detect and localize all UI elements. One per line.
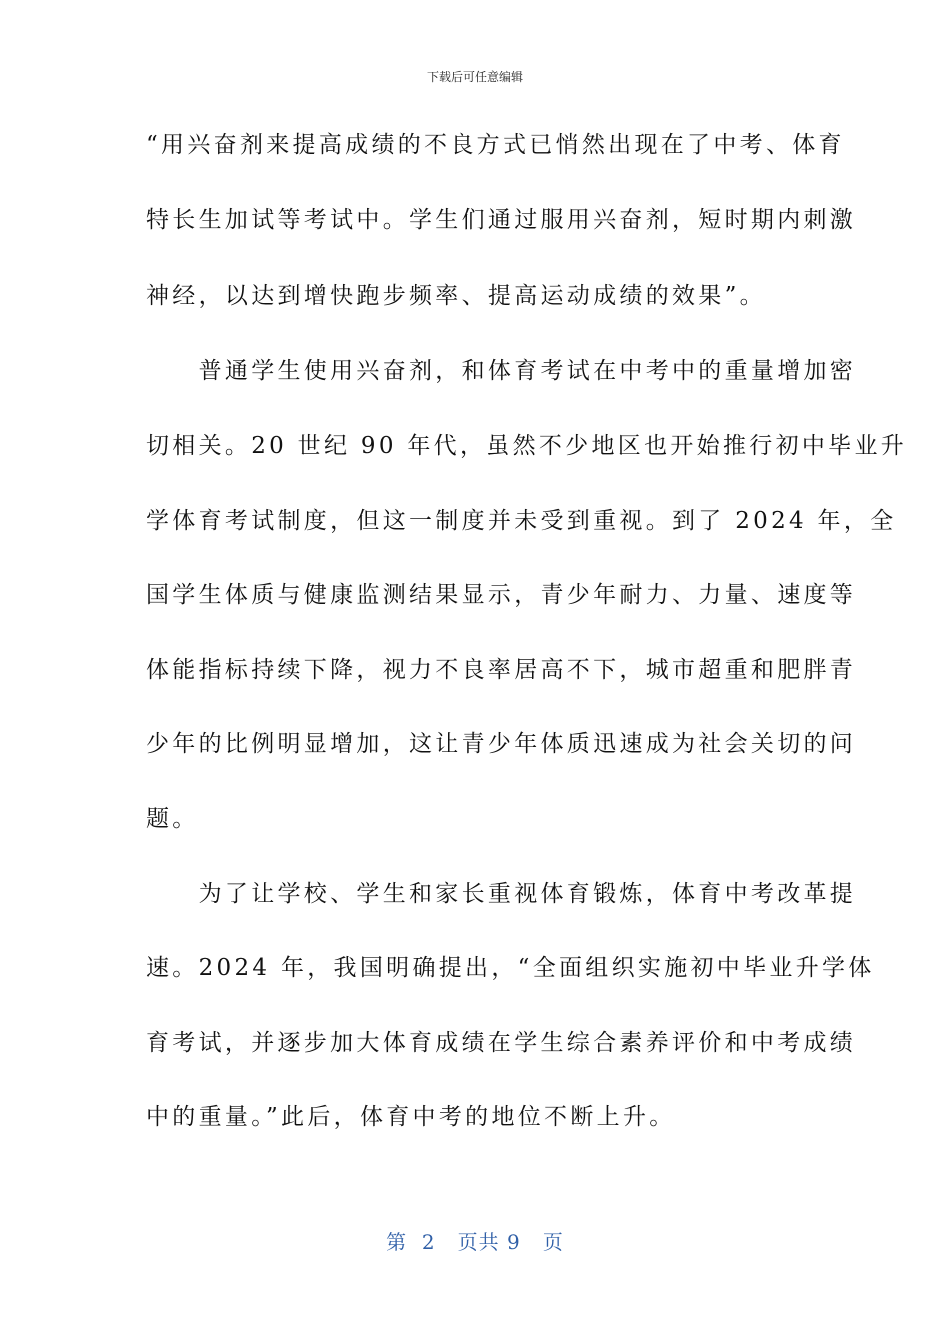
body-line: 体能指标持续下降，视力不良率居高不下，城市超重和肥胖青 bbox=[146, 657, 857, 683]
body-line: 题。 bbox=[146, 806, 199, 832]
body-line: 神经，以达到增快跑步频率、提高运动成绩的效果”。 bbox=[146, 283, 766, 309]
body-line: “用兴奋剂来提高成绩的不良方式已悄然出现在了中考、体育 bbox=[146, 132, 845, 158]
body-line: 为了让学校、学生和家长重视体育锻炼，体育中考改革提 bbox=[146, 881, 857, 907]
page-number-footer: 第 2 页共 9 页 bbox=[386, 1230, 564, 1254]
body-line: 特长生加试等考试中。学生们通过服用兴奋剂，短时期内刺激 bbox=[146, 207, 857, 233]
body-line: 学体育考试制度，但这一制度并未受到重视。到了 2024 年，全 bbox=[146, 508, 897, 534]
body-line: 速。2024 年，我国明确提出，“全面组织实施初中毕业升学体 bbox=[146, 955, 875, 981]
header-note: 下载后可任意编辑 bbox=[426, 70, 523, 84]
body-line: 育考试，并逐步加大体育成绩在学生综合素养评价和中考成绩 bbox=[146, 1030, 857, 1056]
body-line: 普通学生使用兴奋剂，和体育考试在中考中的重量增加密 bbox=[146, 358, 857, 384]
body-line: 少年的比例明显增加，这让青少年体质迅速成为社会关切的问 bbox=[146, 731, 857, 757]
body-line: 切相关。20 世纪 90 年代，虽然不少地区也开始推行初中毕业升 bbox=[146, 433, 908, 459]
body-line: 中的重量。”此后，体育中考的地位不断上升。 bbox=[146, 1104, 676, 1130]
body-line: 国学生体质与健康监测结果显示，青少年耐力、力量、速度等 bbox=[146, 582, 857, 608]
